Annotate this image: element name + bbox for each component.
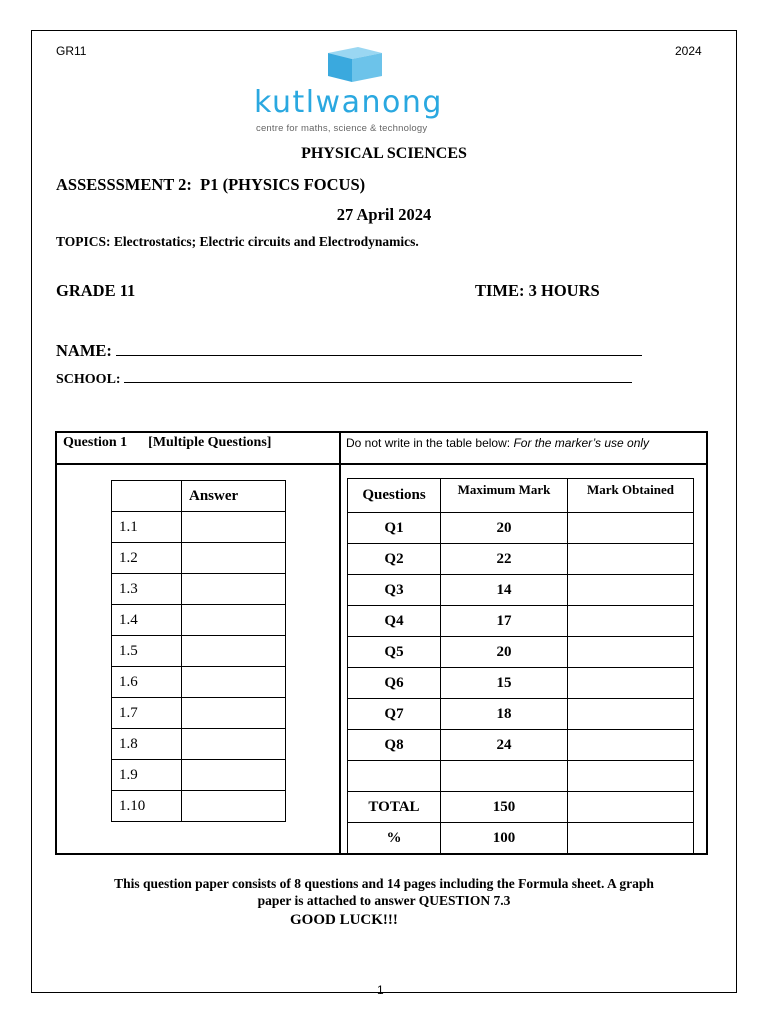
table-row bbox=[348, 575, 694, 606]
marks-total-obtained-cell[interactable] bbox=[568, 792, 694, 823]
marks-obtained-cell[interactable] bbox=[568, 544, 694, 575]
assessment-title: ASSESSSMENT 2: P1 (PHYSICS FOCUS) bbox=[56, 175, 366, 194]
topics: TOPICS: Electrostatics; Electric circuits and Electrodynamics. bbox=[56, 234, 419, 249]
marks-maximum: 17 bbox=[441, 606, 568, 637]
table-row bbox=[348, 606, 694, 637]
table-row bbox=[348, 730, 694, 761]
table-row bbox=[348, 479, 694, 513]
box-header-rule bbox=[55, 463, 708, 465]
marks-obtained-cell[interactable] bbox=[568, 637, 694, 668]
marks-header-maximum: Maximum Mark bbox=[441, 479, 568, 513]
mc-question-number: 1.8 bbox=[112, 729, 182, 760]
marks-total-label: TOTAL bbox=[348, 792, 441, 823]
marks-maximum: 15 bbox=[441, 668, 568, 699]
paper-note-line1: This question paper consists of 8 questions and 14 pages including the Formula sheet. A graph bbox=[114, 876, 654, 891]
logo-wordmark: kutlwanong bbox=[254, 85, 443, 120]
time-label: TIME: 3 HOURS bbox=[475, 281, 600, 300]
mc-question-number: 1.7 bbox=[112, 698, 182, 729]
marks-maximum bbox=[441, 761, 568, 792]
marks-obtained-cell[interactable] bbox=[568, 699, 694, 730]
marks-question: Q3 bbox=[348, 575, 441, 606]
marks-obtained-cell[interactable] bbox=[568, 606, 694, 637]
marks-maximum: 24 bbox=[441, 730, 568, 761]
table-row bbox=[112, 760, 286, 791]
mc-header-answer: Answer bbox=[182, 481, 286, 512]
marks-maximum: 22 bbox=[441, 544, 568, 575]
table-row bbox=[112, 698, 286, 729]
name-line[interactable] bbox=[116, 355, 642, 356]
mc-answer-cell[interactable] bbox=[182, 543, 286, 574]
mc-question-number: 1.5 bbox=[112, 636, 182, 667]
mc-question-number: 1.6 bbox=[112, 667, 182, 698]
box-divider bbox=[339, 431, 341, 855]
table-row bbox=[348, 637, 694, 668]
header-year: 2024 bbox=[675, 44, 702, 58]
mc-question-number: 1.1 bbox=[112, 512, 182, 543]
marks-question: Q4 bbox=[348, 606, 441, 637]
mc-answer-cell[interactable] bbox=[182, 636, 286, 667]
logo-cube-icon bbox=[324, 45, 384, 83]
marks-maximum: 20 bbox=[441, 513, 568, 544]
mc-answer-cell[interactable] bbox=[182, 667, 286, 698]
marks-table bbox=[347, 478, 694, 854]
marks-question bbox=[348, 761, 441, 792]
name-label: NAME: bbox=[56, 341, 112, 360]
marks-total-max: 150 bbox=[441, 792, 568, 823]
marks-maximum: 14 bbox=[441, 575, 568, 606]
marks-question: Q6 bbox=[348, 668, 441, 699]
table-row bbox=[112, 791, 286, 822]
school-line[interactable] bbox=[124, 382, 632, 383]
marks-maximum: 18 bbox=[441, 699, 568, 730]
subject-title: PHYSICAL SCIENCES bbox=[301, 145, 467, 162]
school-label: SCHOOL: bbox=[56, 372, 121, 387]
header-grade: GR11 bbox=[56, 44, 87, 58]
marks-question: Q1 bbox=[348, 513, 441, 544]
table-row bbox=[112, 543, 286, 574]
good-luck: GOOD LUCK!!! bbox=[290, 912, 398, 928]
marks-obtained-cell[interactable] bbox=[568, 668, 694, 699]
mc-answer-cell[interactable] bbox=[182, 605, 286, 636]
table-row bbox=[348, 513, 694, 544]
mc-question-number: 1.2 bbox=[112, 543, 182, 574]
marks-question: Q5 bbox=[348, 637, 441, 668]
marks-percent-label: % bbox=[348, 823, 441, 854]
exam-date: 27 April 2024 bbox=[336, 205, 432, 224]
table-row bbox=[112, 574, 286, 605]
marker-header-italic: For the marker’s use only bbox=[513, 436, 650, 450]
name-field[interactable] bbox=[56, 341, 642, 361]
table-row bbox=[112, 729, 286, 760]
marks-question: Q2 bbox=[348, 544, 441, 575]
school-field[interactable] bbox=[56, 372, 632, 388]
marks-header-obtained: Mark Obtained bbox=[568, 479, 694, 513]
marker-header-text: Do not write in the table below: bbox=[346, 436, 514, 450]
marks-percent-obtained-cell[interactable] bbox=[568, 823, 694, 854]
paper-note-line2: paper is attached to answer QUESTION 7.3 bbox=[257, 893, 511, 908]
question1-header: Question 1 [Multiple Questions] bbox=[63, 435, 272, 450]
mc-answer-cell[interactable] bbox=[182, 698, 286, 729]
marks-maximum: 20 bbox=[441, 637, 568, 668]
grade-label: GRADE 11 bbox=[56, 281, 136, 300]
table-row bbox=[112, 512, 286, 543]
page-number: 1 bbox=[377, 983, 384, 997]
table-row bbox=[348, 823, 694, 854]
mc-answer-table bbox=[111, 480, 286, 822]
table-row bbox=[348, 699, 694, 730]
table-row bbox=[348, 668, 694, 699]
table-row bbox=[112, 481, 286, 512]
marks-header-questions: Questions bbox=[348, 479, 441, 513]
table-row bbox=[348, 544, 694, 575]
table-row bbox=[112, 605, 286, 636]
mc-answer-cell[interactable] bbox=[182, 574, 286, 605]
marker-header bbox=[346, 436, 649, 450]
mc-answer-cell[interactable] bbox=[182, 791, 286, 822]
paper-note bbox=[31, 875, 737, 909]
mc-answer-cell[interactable] bbox=[182, 760, 286, 791]
table-row bbox=[112, 636, 286, 667]
mc-question-number: 1.10 bbox=[112, 791, 182, 822]
mc-question-number: 1.9 bbox=[112, 760, 182, 791]
marks-obtained-cell[interactable] bbox=[568, 761, 694, 792]
marks-question: Q7 bbox=[348, 699, 441, 730]
marks-obtained-cell[interactable] bbox=[568, 730, 694, 761]
marks-percent-max: 100 bbox=[441, 823, 568, 854]
marks-obtained-cell[interactable] bbox=[568, 575, 694, 606]
table-row bbox=[348, 792, 694, 823]
table-row bbox=[348, 761, 694, 792]
mc-question-number: 1.4 bbox=[112, 605, 182, 636]
mc-answer-cell[interactable] bbox=[182, 512, 286, 543]
marks-question: Q8 bbox=[348, 730, 441, 761]
mc-question-number: 1.3 bbox=[112, 574, 182, 605]
logo-tagline: centre for maths, science & technology bbox=[256, 123, 428, 134]
table-row bbox=[112, 667, 286, 698]
marks-obtained-cell[interactable] bbox=[568, 513, 694, 544]
mc-answer-cell[interactable] bbox=[182, 729, 286, 760]
mc-header-blank bbox=[112, 481, 182, 512]
